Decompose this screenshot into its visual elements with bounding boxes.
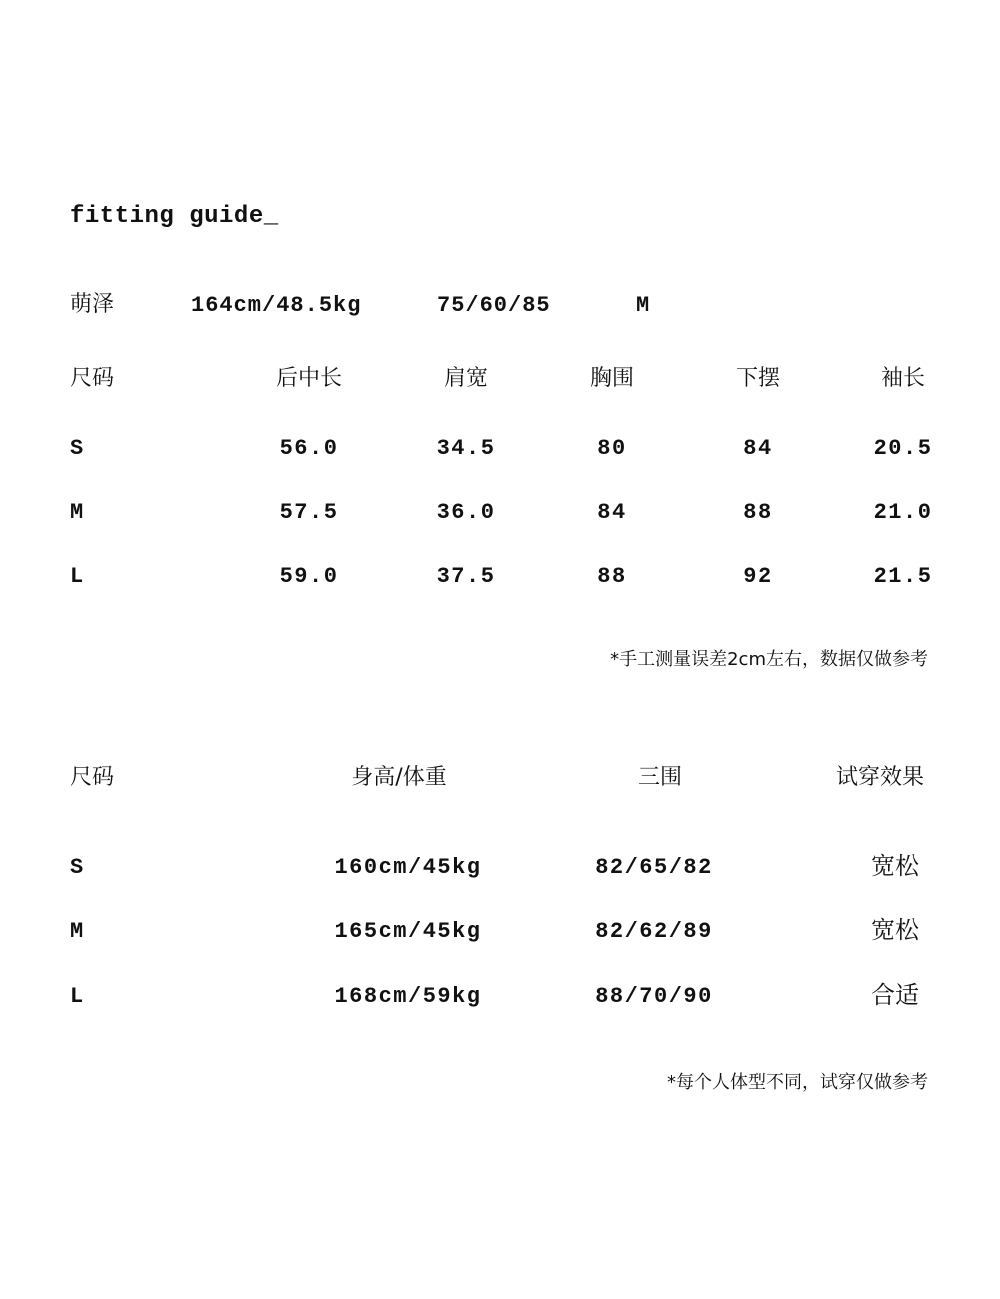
table-cell: 160cm/45kg <box>334 855 482 880</box>
table-cell: 84 <box>743 436 773 461</box>
table-cell: 80 <box>597 436 627 461</box>
table-cell: 36.0 <box>436 500 496 525</box>
table-cell: 165cm/45kg <box>334 919 482 944</box>
fit-table-header: 尺码 <box>70 765 115 790</box>
size-table-header: 后中长 <box>275 366 343 391</box>
table-cell: S <box>70 855 85 880</box>
fit-table-header: 身高/体重 <box>351 765 447 790</box>
model-name: 萌泽 <box>70 292 115 317</box>
table-cell: 82/62/89 <box>595 919 713 944</box>
size-table-note: *手工测量误差2cm左右，数据仅做参考 <box>610 649 928 670</box>
size-table-header: 袖长 <box>880 366 926 391</box>
model-height-weight: 164cm/48.5kg <box>191 293 362 318</box>
size-table-header: 下摆 <box>735 366 781 391</box>
table-cell: 84 <box>597 500 627 525</box>
size-table-header: 肩宽 <box>443 366 489 391</box>
table-cell: 合适 <box>871 981 919 1009</box>
table-cell: 88 <box>743 500 773 525</box>
page-title: fitting guide_ <box>70 203 279 230</box>
table-cell: S <box>70 436 85 461</box>
table-cell: 168cm/59kg <box>334 984 482 1009</box>
table-cell: 59.0 <box>279 564 339 589</box>
table-cell: M <box>70 919 85 944</box>
table-cell: 21.0 <box>873 500 933 525</box>
table-cell: 56.0 <box>279 436 339 461</box>
table-cell: 88/70/90 <box>595 984 713 1009</box>
table-cell: M <box>70 500 85 525</box>
table-cell: L <box>70 984 85 1009</box>
table-cell: 宽松 <box>871 852 919 880</box>
model-size: M <box>636 293 651 318</box>
size-table-header: 尺码 <box>70 366 115 391</box>
fit-table-note: *每个人体型不同，试穿仅做参考 <box>667 1072 928 1093</box>
fit-table-header: 三围 <box>637 765 683 790</box>
model-measurements: 75/60/85 <box>437 293 551 318</box>
table-cell: 宽松 <box>871 916 919 944</box>
fit-table-header: 试穿效果 <box>835 765 925 790</box>
size-table-header: 胸围 <box>589 366 635 391</box>
table-cell: 20.5 <box>873 436 933 461</box>
table-cell: 57.5 <box>279 500 339 525</box>
table-cell: 92 <box>743 564 773 589</box>
table-cell: 34.5 <box>436 436 496 461</box>
table-cell: 82/65/82 <box>595 855 713 880</box>
table-cell: 37.5 <box>436 564 496 589</box>
table-cell: 21.5 <box>873 564 933 589</box>
table-cell: L <box>70 564 85 589</box>
table-cell: 88 <box>597 564 627 589</box>
